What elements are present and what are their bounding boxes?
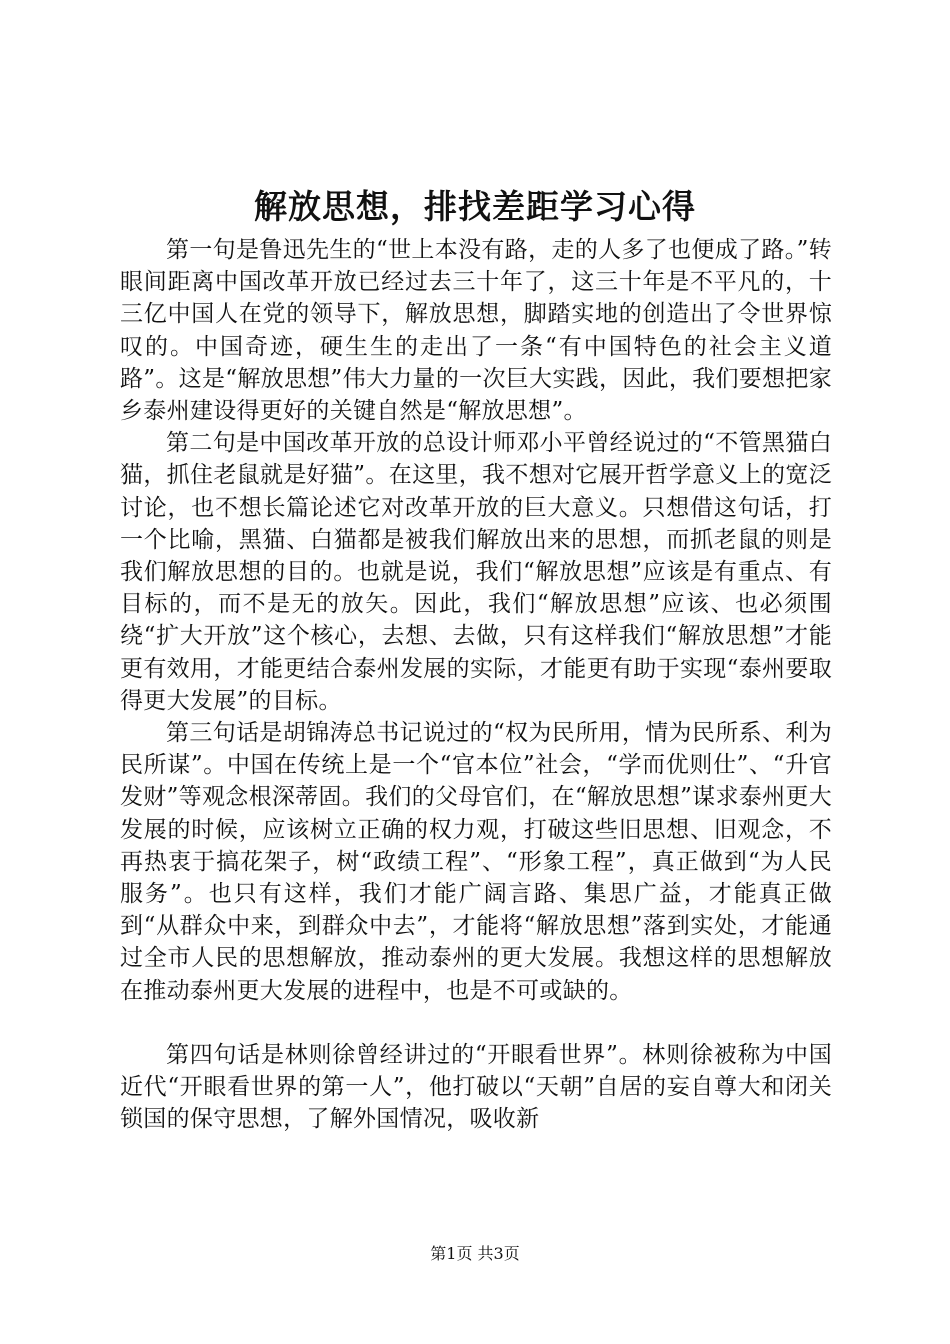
paragraph-1: 第一句是鲁迅先生的“世上本没有路，走的人多了也便成了路。”转眼间距离中国改革开放已经过去三十年了，这三十年是不平凡的，十三亿中国人在党的领导下，解放思想，脚踏实地的创造出了令世界惊叹的。中国奇迹，硬生生的走出了一条“有中国特色的社会主义道路”。这是“解放思想”伟大力量的一次巨大实践，因此，我们要想把家乡泰州建设得更好的关键自然是“解放思想”。 — [120, 237, 832, 425]
paragraph-4: 第四句话是林则徐曾经讲过的“开眼看世界”。林则徐被称为中国近代“开眼看世界的第一人”，他打破以“天朝”自居的妄自尊大和闭关锁国的保守思想，了解外国情况，吸收新 — [120, 1041, 832, 1133]
document-title: 解放思想，排找差距学习心得 — [254, 187, 696, 226]
document-body — [120, 234, 832, 1135]
paragraph-2: 第二句是中国改革开放的总设计师邓小平曾经说过的“不管黑猫白猫，抓住老鼠就是好猫”。在这里，我不想对它展开哲学意义上的宽泛讨论，也不想长篇论述它对改革开放的巨大意义。只想借这句话，打一个比喻，黑猫、白猫都是被我们解放出来的思想，而抓老鼠的则是我们解放思想的目的。也就是说，我们“解放思想”应该是有重点、有目标的，而不是无的放矢。因此，我们“解放思想”应该、也必须围绕“扩大开放”这个核心，去想、去做，只有这样我们“解放思想”才能更有效用，才能更结合泰州发展的实际，才能更有助于实现“泰州要取得更大发展”的目标。 — [120, 430, 832, 714]
paragraph-3: 第三句话是胡锦涛总书记说过的“权为民所用，情为民所系、利为民所谋”。中国在传统上是一个“官本位”社会，“学而优则仕”、“升官发财”等观念根深蒂固。我们的父母官们，在“解放思想”谋求泰州更大发展的时候，应该树立正确的权力观，打破这些旧思想、旧观念，不再热衷于搞花架子，树“政绩工程”、“形象工程”，真正做到“为人民服务”。也只有这样，我们才能广阔言路、集思广益，才能真正做到“从群众中来，到群众中去”，才能将“解放思想”落到实处，才能通过全市人民的思想解放，推动泰州的更大发展。我想这样的思想解放在推动泰州更大发展的进程中，也是不可或缺的。 — [120, 720, 832, 1004]
page-footer: 第1页 共3页 — [430, 1244, 520, 1263]
